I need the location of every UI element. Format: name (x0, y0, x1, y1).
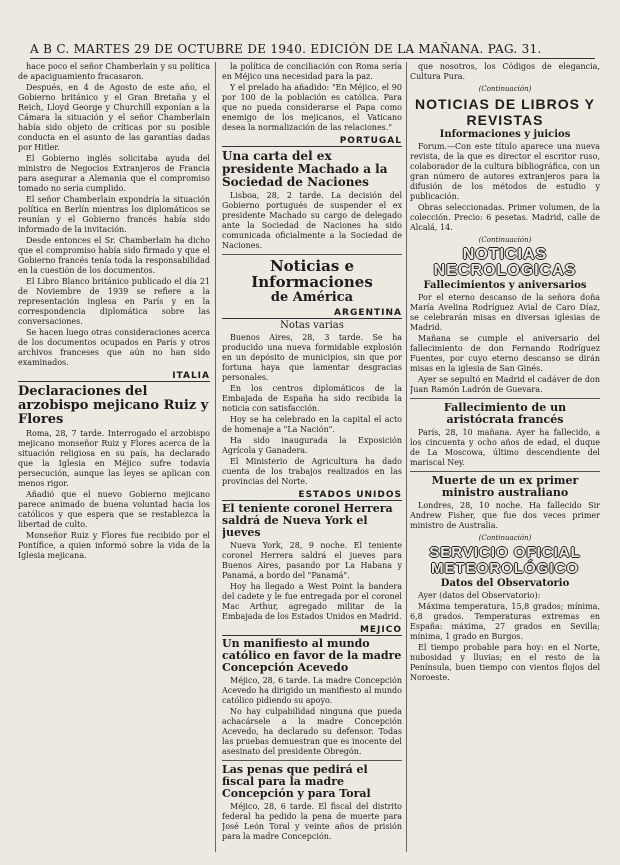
section-country-argentina: ARGENTINA (222, 308, 402, 319)
subtitle-fallecimientos: Fallecimientos y aniversarios (423, 280, 587, 291)
ornament-separator: (Continuación) (478, 534, 532, 542)
article-paragraph: Se hacen luego otras consideraciones acerca de los documentos ocupados en París y otros archivos franceses que aún no han sido examinados. (18, 328, 210, 367)
article-paragraph: Méjico, 28, 6 tarde. El fiscal del distrito federal ha pedido la pena de muerte para José León Toral y veinte años de prisión para la madre Concepción. (222, 802, 402, 841)
page-header: A B C. MARTES 29 DE OCTUBRE DE 1940. EDICIÓN DE LA MAÑANA. PAG. 31. (30, 42, 595, 59)
article-paragraph: Por el eterno descanso de la señora doña María Avelina Rodríguez Avial de Caro Díaz, se celebrarán misas en diversas iglesias de Madrid. (410, 293, 600, 332)
article-paragraph: Londres, 28, 10 noche. Ha fallecido Sir Andrew Fisher, que fue dos veces primer ministro de Australia. (410, 501, 600, 530)
ornament-separator: (Continuación) (478, 236, 532, 244)
article-paragraph: Méjico, 28, 6 tarde. La madre Concepción Acevedo ha dirigido un manifiesto al mundo católico pidiendo su apoyo. (222, 676, 402, 705)
headline-portugal: Una carta del ex presidente Machado a la Sociedad de Naciones (222, 149, 388, 189)
section-country-mejico: MEJICO (222, 625, 402, 636)
headline-aristocrata: Fallecimiento de un aristócrata francés (443, 401, 567, 426)
article-paragraph: Obras seleccionadas. Primer volumen, de la colección. Precio: 6 pesetas. Madrid, calle de Alcalá, 14. (410, 203, 600, 232)
article-paragraph: Hoy ha llegado a West Point la bandera del cadete y le fue entregada por el coronel Mac Arthur, agregado militar de la Embajada de los Estados Unidos en Madrid. (222, 582, 402, 621)
article-paragraph: El Libro Blanco británico publicado el día 21 de Noviembre de 1939 se refiere a la representación inglesa en París y en la correspondencia diplomática sobre las conversaciones. (18, 277, 210, 326)
article-paragraph: El Ministerio de Agricultura ha dado cuenta de los trabajos realizados en las provincias del Norte. (222, 457, 402, 486)
column-2 (222, 62, 402, 852)
article-paragraph: Después, en 4 de Agosto de este año, el Gobierno británico y el Gran Bretaña y el Reich, Lloyd George y Churchill exponían a la Cámara la situación y el señor Chamberlain había sido objeto de críticas por su posible conducta en el asunto de las garantías dadas por Hitler. (18, 83, 210, 152)
article-paragraph: Ayer (datos del Observatorio): (418, 591, 541, 600)
headline-arzobispo: Declaraciones del arzobispo mejicano Ruiz y Flores (18, 384, 209, 427)
article-paragraph: El tiempo probable para hoy: en el Norte, nubosidad y lluvias; en el resto de la Península, buen tiempo con vientos flojos del Noroeste. (410, 643, 600, 682)
section-country-portugal: PORTUGAL (222, 136, 402, 147)
article-paragraph: Lisboa, 28, 2 tarde. La decisión del Gobierno portugués de suspender el ex presidente Machado su cargo de delegado ante la Sociedad de Naciones ha sido comunicada oficialmente a la Sociedad de Naciones. (222, 191, 402, 250)
article-paragraph: la política de conciliación con Roma sería en Méjico una necesidad para la paz. (222, 62, 402, 81)
article-paragraph: No hay culpabilidad ninguna que pueda achacársele a la madre Concepción Acevedo, ha declarado su defensor. Todas las pruebas demuestran que es inocente del asesinato del presidente Obregón. (222, 707, 402, 756)
article-paragraph: Desde entonces el Sr. Chamberlain ha dicho que el compromiso había sido firmado y que el Gobierno francés tenía toda la responsabilidad en la cuestión de los documentos. (18, 236, 210, 275)
article-paragraph: Nueva York, 28, 9 noche. El teniente coronel Herrera saldrá el jueves para Buenos Aires, pasando por La Habana y Panamá, a bordo del "Panamá". (222, 541, 402, 580)
article-paragraph: Monseñor Ruiz y Flores fue recibido por el Pontífice, a quien informó sobre la vida de la Iglesia mejicana. (18, 531, 210, 560)
ornament-separator: (Continuación) (478, 85, 532, 93)
headline-ministro: Muerte de un ex primer ministro australiano (431, 474, 579, 499)
headline-eeuu: El teniente coronel Herrera saldrá de Nueva York el jueves (222, 502, 393, 539)
article-paragraph: Forum.—Con este título aparece una nueva revista, de la que es director el escritor ruso, colaborador de la cultura bibliográfica, con un gran número de autores extranjeros para la difusión de los métodos de estudio y publicación. (410, 142, 600, 201)
section-country-eeuu: ESTADOS UNIDOS (222, 490, 402, 501)
article-paragraph: Ha sido inaugurada la Exposición Agrícola y Ganadera. (222, 436, 402, 455)
article-paragraph: Hoy se ha celebrado en la capital el acto de homenaje a "La Nación". (222, 415, 402, 434)
article-paragraph: hace poco el señor Chamberlain y su política de apaciguamiento fracasaron. (18, 62, 210, 81)
section-title-libros: NOTICIAS DE LIBROS Y REVISTAS (415, 96, 595, 128)
column-rule (406, 62, 407, 852)
section-title-america-1: Noticias e Informaciones (251, 257, 373, 291)
section-title-meteorologico: SERVICIO OFICIAL METEOROLÓGICO (429, 544, 581, 577)
divider (410, 398, 600, 399)
column-3 (410, 62, 600, 852)
headline-penas: Las penas que pedirá el fiscal para la madre Concepción y para Toral (222, 763, 371, 800)
column-rule (215, 62, 216, 852)
article-paragraph: Buenos Aires, 28, 3 tarde. Se ha producido una nueva formidable explosión en un depósito de municipios, sin que por fortuna haya que lamentar desgracias personales. (222, 333, 402, 382)
divider (410, 471, 600, 472)
divider (222, 760, 402, 761)
column-1 (18, 62, 210, 852)
article-paragraph: Roma, 28, 7 tarde. Interrogado el arzobispo mejicano monseñor Ruiz y Flores acerca de la situación religiosa en su país, ha declarado que la Iglesia en Méjico sufre todavía persecución, aunque las leyes se aplican con menos rigor. (18, 429, 210, 488)
article-paragraph: Añadió que el nuevo Gobierno mejicano parece animado de buena voluntad hacia los católicos y que espera que se restablezca la libertad de culto. (18, 490, 210, 529)
article-paragraph: En los centros diplomáticos de la Embajada de España ha sido recibida la noticia con satisfacción. (222, 384, 402, 413)
article-paragraph: Ayer se sepultó en Madrid el cadáver de don Juan Ramón Ladrón de Guevara. (410, 375, 600, 394)
article-paragraph: Y el prelado ha añadido: "En Méjico, el 90 por 100 de la población es católica. Para que no pueda considerarse el Papa como enemigo de los mejicanos, el Vaticano desea la normalización de las relaciones." (222, 83, 402, 132)
article-paragraph: que nosotros, los Códigos de elegancia, Cultura Pura. (410, 62, 600, 81)
divider (222, 254, 402, 255)
article-paragraph: Máxima temperatura, 15,8 grados; mínima, 6,8 grados. Temperaturas extremas en España: máxima, 27 grados en Sevilla; mínima, 1 grado en Burgos. (410, 602, 600, 641)
article-paragraph: El señor Chamberlain expondría la situación política en Berlín mientras los diplomáticos se reunían y el Gobierno francés había sido informado de la invitación. (18, 195, 210, 234)
article-paragraph: París, 28, 10 mañana. Ayer ha fallecido, a los cincuenta y ocho años de edad, el duque de La Moscowa, último descendiente del mariscal Ney. (410, 428, 600, 467)
headline-mejico: Un manifiesto al mundo católico en favor de la madre Concepción Acevedo (222, 637, 402, 674)
section-title-necrologicas: NOTICIAS NECROLOGICAS (433, 246, 577, 279)
subtitle-datos: Datos del Observatorio (440, 578, 570, 589)
article-paragraph: El Gobierno inglés solicitaba ayuda del ministro de Negocios Extranjeros de Francia para asegurar a Alemania que el compromiso tomado no sería cumplido. (18, 154, 210, 193)
section-country-italia: ITALIA (18, 371, 210, 382)
section-title-america-2: de América (270, 290, 354, 305)
notas-varias-title: Notas varias (280, 320, 344, 331)
subtitle-informaciones: Informaciones y juicios (439, 129, 571, 140)
article-paragraph: Mañana se cumple el aniversario del fallecimiento de don Fernando Rodríguez Fuentes, por cuyo eterno descanso se dirán misas en la iglesia de San Ginés. (410, 334, 600, 373)
